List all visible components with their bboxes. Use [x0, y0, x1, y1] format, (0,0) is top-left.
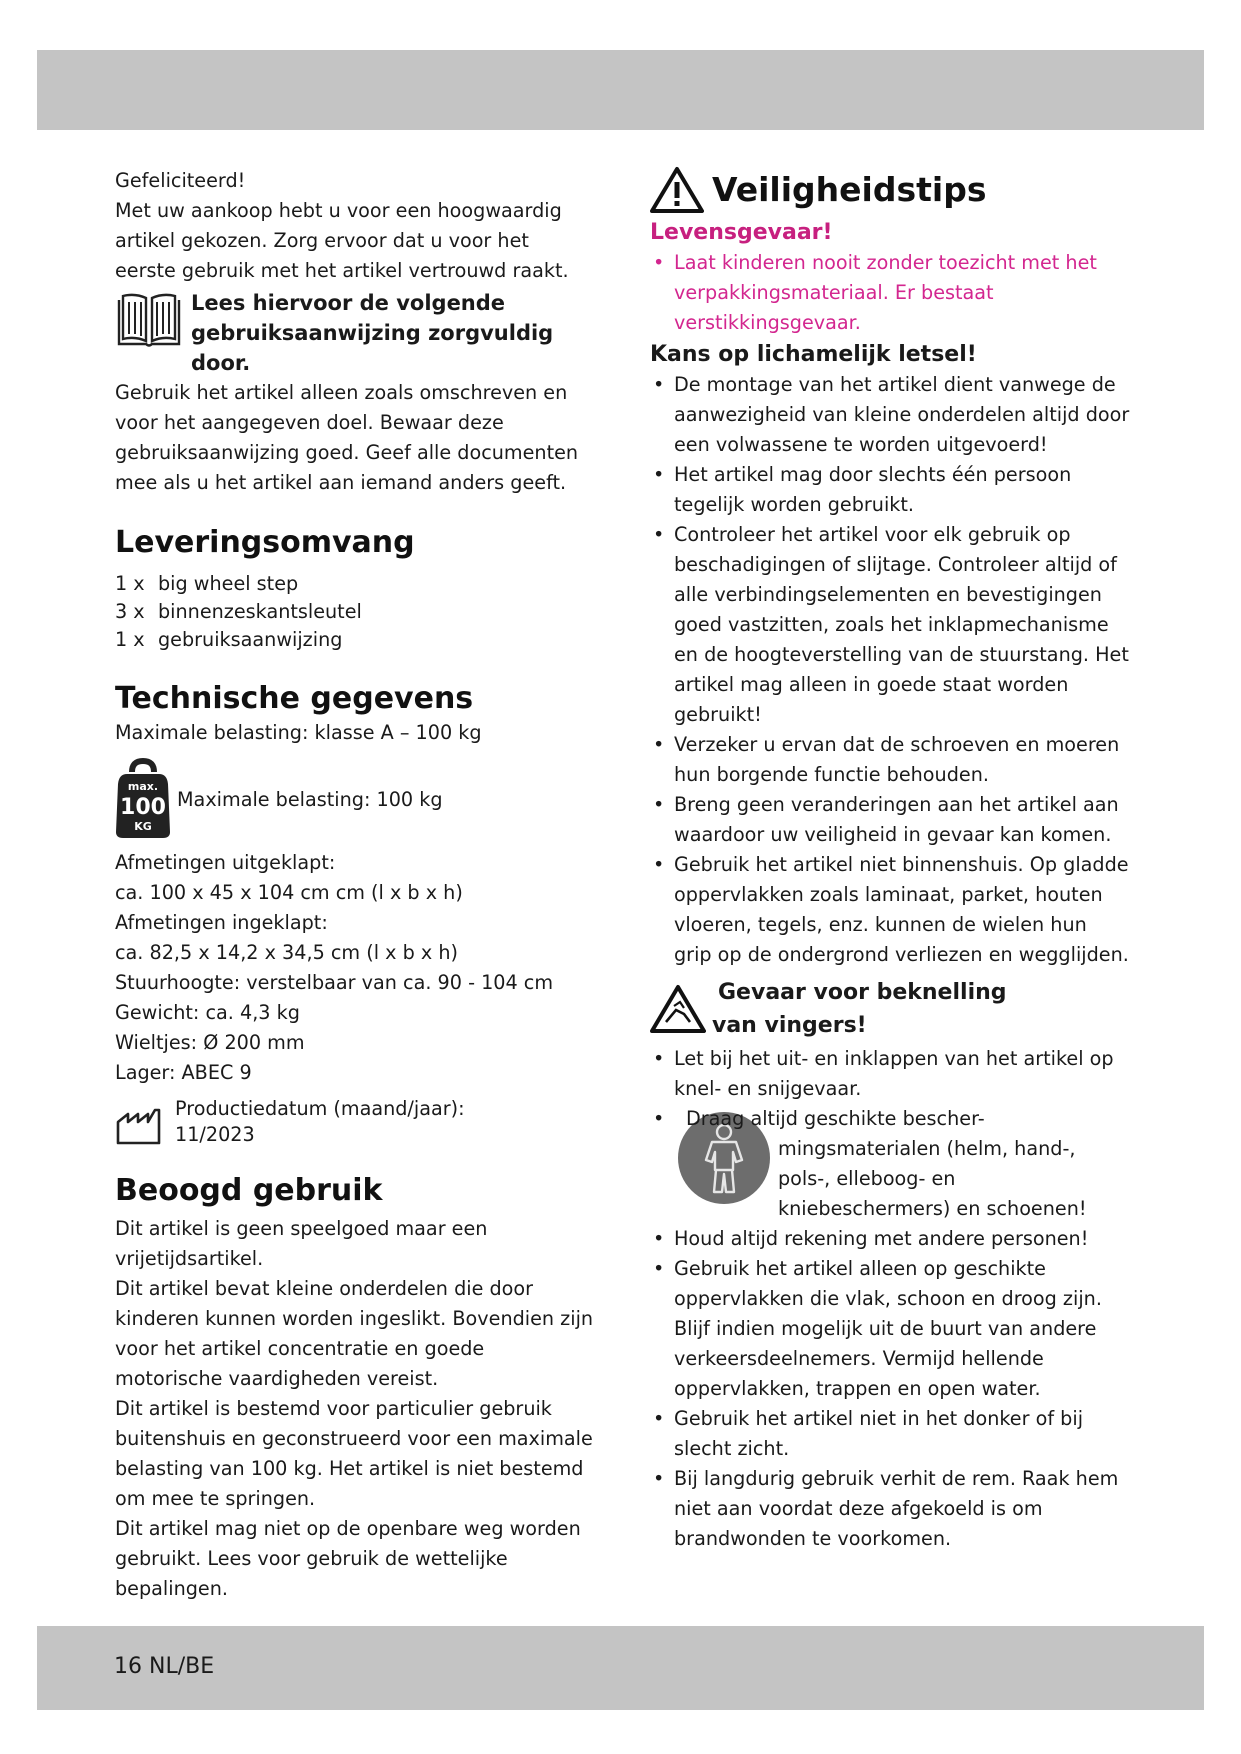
delivery-item-name: big wheel step [158, 572, 299, 595]
injury-item: • Verzeker u ervan dat de schroeven en moeren hun borgende functie behouden. [650, 730, 1130, 790]
max-load-text: Maximale belasting: 100 kg [177, 787, 443, 811]
delivery-item-qty: 3 x [115, 600, 145, 623]
injury-item: • Het artikel mag door slechts één persoon tegelijk worden gebruikt. [650, 460, 1130, 520]
safety-item: • Houd altijd rekening met andere personen! [650, 1224, 1130, 1254]
protective-gear-text-rest: mingsmaterialen (helm, hand-, pols-, elleboog- en kniebeschermers) en schoenen! [778, 1137, 1087, 1220]
injury-item: • Gebruik het artikel niet binnenshuis. Op gladde oppervlakken zoals laminaat, parket, houten vloeren, tegels, enz. kunnen de wielen hun grip op de ondergrond verliezen en wegglijden. [650, 850, 1130, 970]
intro-text: Met uw aankoop hebt u voor een hoogwaardig artikel gekozen. Zorg ervoor dat u voor het eerste gebruik met het artikel vertrouwd raakt. [115, 199, 569, 282]
more-safety-list [650, 1224, 1130, 1554]
safety-item: • Gebruik het artikel niet in het donker of bij slecht zicht. [650, 1404, 1130, 1464]
delivery-list [115, 570, 595, 654]
danger-heading: Levensgevaar! [650, 220, 833, 245]
protective-gear-item [650, 1104, 1130, 1224]
usage-text: Gebruik het artikel alleen zoals omschreven en voor het aangegeven doel. Bewaar deze gebruiksaanwijzing goed. Geef alle documenten mee als u het artikel aan iemand anders geeft. [115, 381, 579, 494]
bearing-spec: Lager: ABEC 9 [115, 1061, 252, 1084]
delivery-item-name: binnenzeskantsleutel [158, 600, 362, 623]
unfolded-label: Afmetingen uitgeklapt: [115, 851, 336, 874]
congrats-text: Gefeliciteerd! [115, 169, 246, 192]
weight-icon-value: 100 [120, 795, 166, 820]
weight-icon-unit: KG [134, 820, 152, 833]
injury-list [650, 370, 1130, 970]
wheels-spec: Wieltjes: Ø 200 mm [115, 1031, 305, 1054]
folded-label: Afmetingen ingeklapt: [115, 911, 328, 934]
danger-item: • Laat kinderen nooit zonder toezicht met het verpakkingsmateriaal. Er bestaat verstikkingsgevaar. [650, 248, 1130, 338]
delivery-item-name: gebruiksaanwijzing [158, 628, 343, 651]
injury-heading: Kans op lichamelijk letsel! [650, 342, 977, 367]
weight-100kg-icon [115, 758, 171, 840]
max-load-row [115, 758, 595, 840]
footer-band [37, 1626, 1204, 1710]
read-notice-text: Lees hiervoor de volgende gebruiksaanwijzing zorgvuldig door. [191, 291, 554, 375]
injury-item: • Breng geen veranderingen aan het artikel aan waardoor uw veiligheid in gevaar kan komen. [650, 790, 1130, 850]
safety-heading: Veiligheidstips [712, 170, 987, 209]
read-instructions-notice [115, 288, 595, 378]
injury-item: • Controleer het artikel voor elk gebruik op beschadigingen of slijtage. Controleer altijd of alle verbindingselementen en bevestigingen goed vastzitten, zoals het inklapmechanisme en de hoogteverstelling van de stuurstang. Het artikel mag alleen in goede staat worden gebruikt! [650, 520, 1130, 730]
pinch-heading-line1: Gevaar voor beknelling [718, 980, 1007, 1005]
weight-spec: Gewicht: ca. 4,3 kg [115, 1001, 300, 1024]
delivery-item [115, 626, 595, 654]
protective-gear-text-first: • Draag altijd geschikte bescher- [686, 1107, 985, 1130]
header-band [37, 50, 1204, 130]
danger-list [650, 248, 1130, 338]
weight-icon-top: max. [127, 780, 159, 793]
safety-item: • Bij langdurig gebruik verhit de rem. Raak hem niet aan voordat deze afgekoeld is om brandwonden te voorkomen. [650, 1464, 1130, 1554]
max-load-class: Maximale belasting: klasse A – 100 kg [115, 721, 482, 744]
delivery-item [115, 570, 595, 598]
factory-icon [115, 1106, 167, 1146]
intended-use-paragraph: Dit artikel is geen speelgoed maar een vrijetijdsartikel. [115, 1217, 488, 1270]
handle-height: Stuurhoogte: verstelbaar van ca. 90 - 104 cm [115, 971, 554, 994]
warning-triangle-icon [650, 166, 704, 214]
finger-pinch-warning-icon [650, 984, 706, 1034]
safety-item: • Gebruik het artikel alleen op geschikte oppervlakken die vlak, schoon en droog zijn. Blijf indien mogelijk uit de buurt van andere verkeersdeelnemers. Vermijd hellende oppervlakken, trappen en open water. [650, 1254, 1130, 1404]
intended-use-paragraph: Dit artikel bevat kleine onderdelen die door kinderen kunnen worden ingeslikt. Bovendien zijn voor het artikel concentratie en goede motorische vaardigheden vereist. [115, 1277, 594, 1390]
production-date-row [115, 1094, 595, 1150]
injury-item: • De montage van het artikel dient vanwege de aanwezigheid van kleine onderdelen altijd door een volwassene te worden uitgevoerd! [650, 370, 1130, 460]
left-column [115, 166, 595, 1604]
delivery-item-qty: 1 x [115, 628, 145, 651]
intended-use-paragraph: Dit artikel mag niet op de openbare weg worden gebruikt. Lees voor gebruik de wettelijke bepalingen. [115, 1517, 581, 1600]
pinch-heading-line2: van vingers! [712, 1013, 867, 1038]
folded-value: ca. 82,5 x 14,2 x 34,5 cm (l x b x h) [115, 941, 458, 964]
open-book-icon [115, 292, 183, 350]
intended-use-heading: Beoogd gebruik [115, 1173, 383, 1208]
delivery-item [115, 598, 595, 626]
delivery-heading: Leveringsomvang [115, 525, 415, 560]
intended-use-paragraph: Dit artikel is bestemd voor particulier gebruik buitenshuis en geconstrueerd voor een maximale belasting van 100 kg. Het artikel is niet bestemd om mee te springen. [115, 1397, 593, 1510]
delivery-item-qty: 1 x [115, 572, 145, 595]
right-column [650, 166, 1130, 1554]
page-number: 16 NL/BE [114, 1654, 215, 1679]
technical-heading: Technische gegevens [115, 681, 474, 716]
intended-use-body [115, 1214, 595, 1604]
production-value: 11/2023 [175, 1123, 255, 1146]
pinch-warning [650, 976, 1130, 1042]
unfolded-value: ca. 100 x 45 x 104 cm cm (l x b x h) [115, 881, 463, 904]
safety-title-row [650, 166, 1130, 214]
pinch-item: • Let bij het uit- en inklappen van het artikel op knel- en snijgevaar. [650, 1044, 1130, 1104]
production-label: Productiedatum (maand/jaar): [175, 1097, 465, 1120]
pinch-list [650, 1044, 1130, 1104]
